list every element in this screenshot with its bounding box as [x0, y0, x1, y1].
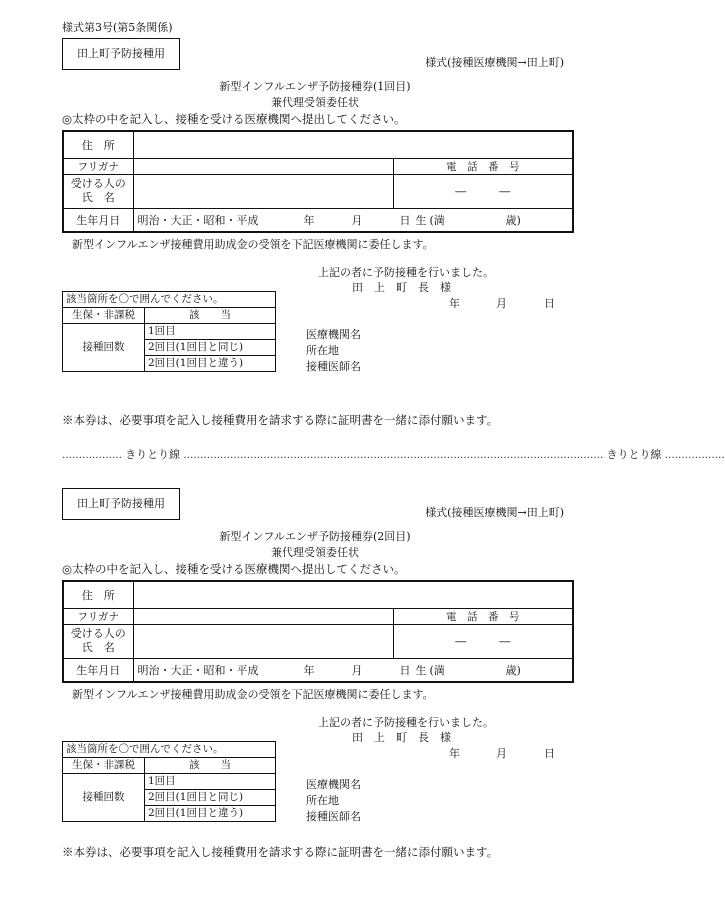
applicable-cell[interactable]: 該 当 [145, 308, 276, 324]
footnote: ※本券は、必要事項を記入し接種費用を請求する際に証明書を一緒に添付願います。 [62, 845, 499, 859]
address-label: 住 所 [63, 581, 133, 608]
address-field[interactable] [133, 131, 573, 158]
doctor-label: 接種医師名 [306, 810, 361, 823]
furigana-field[interactable] [133, 158, 393, 174]
location-label: 所在地 [306, 344, 339, 357]
dose-option-2-diff[interactable]: 2回目(1回目と違う) [145, 806, 276, 822]
furigana-label: フリガナ [63, 608, 133, 624]
name-field[interactable] [133, 174, 393, 208]
birthdate-field[interactable]: 明治・大正・昭和・平成 年 月 日 生 (満 歳) [133, 208, 573, 232]
voucher-subtitle: 兼代理受領委任状 [271, 96, 359, 109]
institution-label: 医療機関名 [306, 778, 361, 791]
name-label: 受ける人の 氏 名 [63, 624, 133, 658]
welfare-label: 生保・非課税 [63, 758, 145, 774]
birthdate-field[interactable]: 明治・大正・昭和・平成 年 月 日 生 (満 歳) [133, 658, 573, 682]
form-number: 様式第3号(第5条関係) [62, 21, 173, 34]
cut-line: ……………… きりとり線 ……………………………………………………………………………………………………………… きりとり線 ……………… [62, 448, 725, 461]
dose-table [62, 291, 276, 372]
dose-option-1[interactable]: 1回目 [145, 324, 276, 340]
birthdate-label: 生年月日 [63, 658, 133, 682]
dose-option-1[interactable]: 1回目 [145, 774, 276, 790]
address-field[interactable] [133, 581, 573, 608]
applicant-table [62, 580, 574, 683]
circle-note: 該当箇所を〇で囲んでください。 [63, 742, 276, 758]
voucher-subtitle: 兼代理受領委任状 [271, 546, 359, 559]
furigana-label: フリガナ [63, 158, 133, 174]
certify-text: 上記の者に予防接種を行いました。 [318, 716, 494, 729]
voucher-title: 新型インフルエンザ予防接種券(1回目) [219, 80, 411, 93]
institution-label: 医療機関名 [306, 328, 361, 341]
phone-field[interactable]: ― ― [393, 624, 573, 658]
instruction: ◎太枠の中を記入し、接種を受ける医療機関へ提出してください。 [62, 112, 406, 126]
phone-label: 電 話 番 号 [393, 608, 573, 624]
certify-text: 上記の者に予防接種を行いました。 [318, 266, 494, 279]
doctor-label: 接種医師名 [306, 360, 361, 373]
footnote: ※本券は、必要事項を記入し接種費用を請求する際に証明書を一緒に添付願います。 [62, 413, 499, 427]
birthdate-label: 生年月日 [63, 208, 133, 232]
phone-label: 電 話 番 号 [393, 158, 573, 174]
phone-field[interactable]: ― ― [393, 174, 573, 208]
doses-label: 接種回数 [63, 324, 145, 372]
stamp-box: 田上町予防接種用 [62, 38, 180, 70]
form-style: 様式(接種医療機関→田上町) [425, 56, 564, 69]
date-year: 年 [449, 747, 460, 760]
welfare-label: 生保・非課税 [63, 308, 145, 324]
circle-note: 該当箇所を〇で囲んでください。 [63, 292, 276, 308]
doses-label: 接種回数 [63, 774, 145, 822]
delegation-text: 新型インフルエンザ接種費用助成金の受領を下記医療機関に委任します。 [72, 688, 434, 701]
date-month: 月 [496, 747, 507, 760]
dose-option-2-same[interactable]: 2回目(1回目と同じ) [145, 340, 276, 356]
dose-option-2-diff[interactable]: 2回目(1回目と違う) [145, 356, 276, 372]
name-field[interactable] [133, 624, 393, 658]
instruction: ◎太枠の中を記入し、接種を受ける医療機関へ提出してください。 [62, 562, 406, 576]
voucher-title: 新型インフルエンザ予防接種券(2回目) [219, 530, 411, 543]
dose-option-2-same[interactable]: 2回目(1回目と同じ) [145, 790, 276, 806]
furigana-field[interactable] [133, 608, 393, 624]
date-day: 日 [544, 747, 555, 760]
mayor-text: 田 上 町 長 様 [352, 731, 451, 744]
date-day: 日 [544, 297, 555, 310]
stamp-box: 田上町予防接種用 [62, 488, 180, 520]
applicable-cell[interactable]: 該 当 [145, 758, 276, 774]
location-label: 所在地 [306, 794, 339, 807]
date-year: 年 [449, 297, 460, 310]
dose-table [62, 741, 276, 822]
applicant-table [62, 130, 574, 233]
form-style: 様式(接種医療機関→田上町) [425, 506, 564, 519]
mayor-text: 田 上 町 長 様 [352, 281, 451, 294]
address-label: 住 所 [63, 131, 133, 158]
date-month: 月 [496, 297, 507, 310]
delegation-text: 新型インフルエンザ接種費用助成金の受領を下記医療機関に委任します。 [72, 238, 434, 251]
name-label: 受ける人の 氏 名 [63, 174, 133, 208]
